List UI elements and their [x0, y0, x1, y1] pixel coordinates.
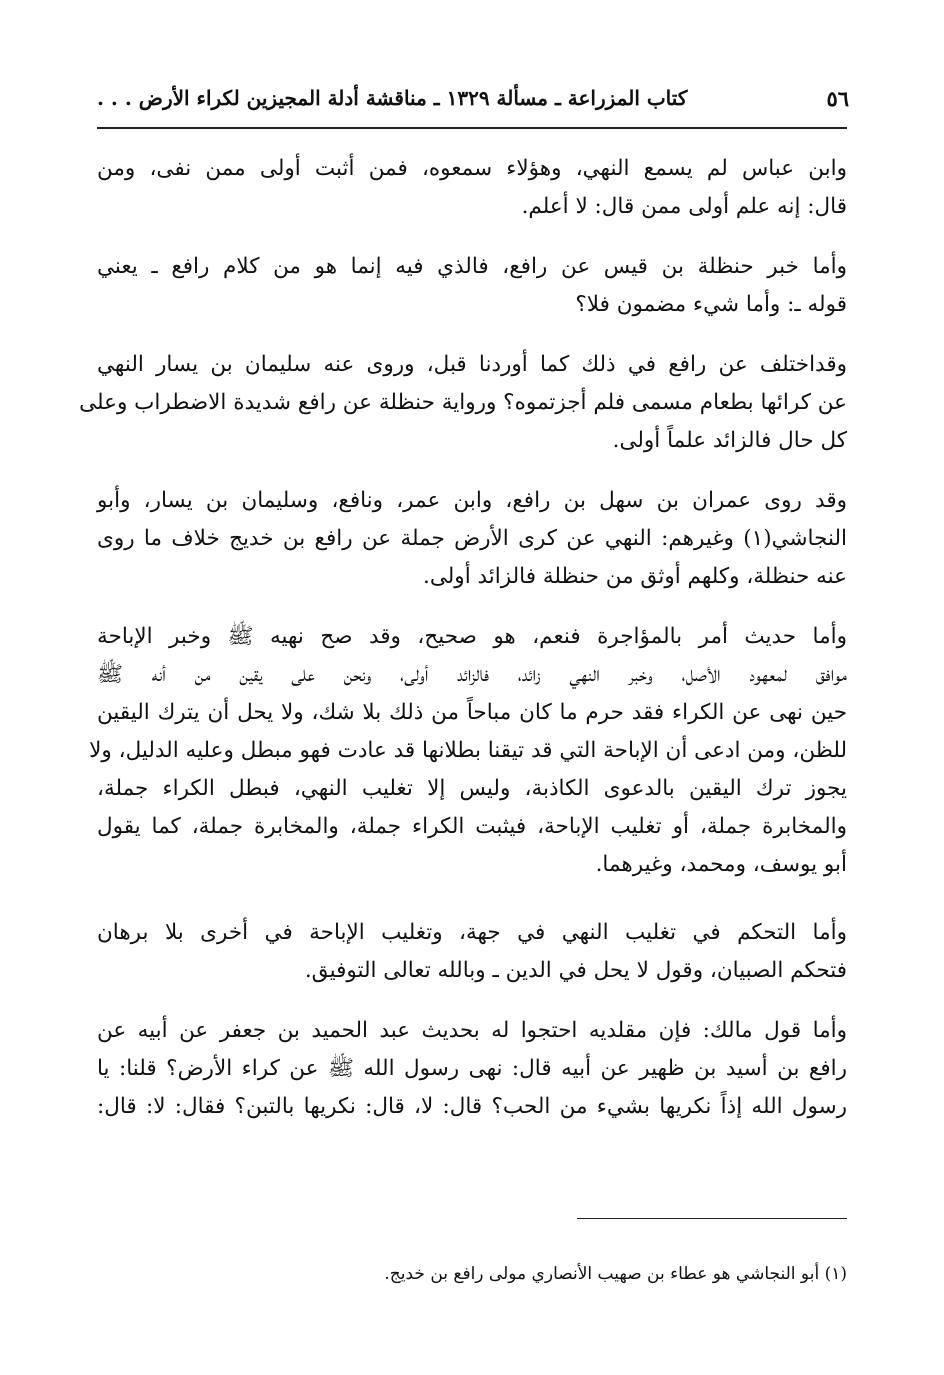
paragraph-7	[97, 1012, 847, 1126]
page-number: ٥٦	[826, 85, 849, 111]
text-line: رافع بن أسيد بن ظهير عن أبيه قال: نهى رسول الله ﷺ عن كراء الأرض؟ قلنا: يا	[97, 1056, 847, 1081]
text-line: وأما حديث أمر بالمؤاجرة فنعم، هو صحيح، وقد صح نهيه ﷺ وخبر الإباحة	[97, 624, 847, 649]
main-text	[79, 150, 847, 1126]
text-line: فتحكم الصبيان، وقول لا يحل في الدين ـ وبالله تعالى التوفيق.	[304, 958, 847, 983]
text-line: وأما التحكم في تغليب النهي في جهة، وتغليب الإباحة في أخرى بلا برهان	[97, 920, 847, 945]
text-line: وقداختلف عن رافع في ذلك كما أوردنا قبل، وروى عنه سليمان بن يسار النهي	[97, 352, 847, 377]
footnote-divider	[577, 1218, 847, 1219]
text-line: النجاشي(١) وغيرهم: النهي عن كرى الأرض جملة عن رافع بن خديج خلاف ما روى	[97, 526, 847, 551]
text-line: قال: إنه علم أولى ممن قال: لا أعلم.	[521, 194, 847, 219]
text-line: كل حال فالزائد علماً أولى.	[612, 428, 847, 453]
paragraph-1	[97, 150, 847, 226]
paragraph-5	[89, 618, 847, 884]
text-line: رسول الله إذاً نكريها بشيء من الحب؟ قال: لا، قال: نكريها بالتبن؟ فقال: لا: قال:	[97, 1094, 847, 1119]
text-line: وأما خبر حنظلة بن قيس عن رافع، فالذي فيه إنما هو من كلام رافع ـ يعني	[97, 254, 847, 279]
footnote: (١) أبو النجاشي هو عطاء بن صهيب الأنصاري مولى رافع بن خديج.	[384, 1264, 847, 1284]
text-line: عن كرائها بطعام مسمى فلم أجزتموه؟ ورواية حنظلة عن رافع شديدة الاضطراب وعلى	[79, 390, 847, 415]
text-line: حين نهى عن الكراء فقد حرم ما كان مباحاً من ذلك بلا شك، ولا يحل أن يترك اليقين	[97, 700, 847, 725]
text-line: والمخابرة جملة، أو تغليب الإباحة، فيثبت الكراء جملة، والمخابرة جملة، كما يقول	[97, 814, 847, 839]
text-line: عنه حنظلة، وكلهم أوثق من حنظلة فالزائد أولى.	[423, 564, 847, 589]
text-line: وأما قول مالك: فإن مقلديه احتجوا له بحديث عبد الحميد بن جعفر عن أبيه عن	[97, 1018, 847, 1043]
paragraph-6	[97, 914, 847, 990]
paragraph-3	[79, 346, 847, 460]
running-header	[97, 78, 849, 118]
paragraph-2	[97, 248, 847, 324]
paragraph-4	[97, 482, 847, 596]
text-line: وابن عباس لم يسمع النهي، وهؤلاء سمعوه، فمن أثبت أولى ممن نفى، ومن	[97, 156, 847, 181]
text-line: وقد روى عمران بن سهل بن رافع، وابن عمر، ونافع، وسليمان بن يسار، وأبو	[97, 488, 847, 513]
text-line: أبو يوسف، ومحمد، وغيرهما.	[595, 852, 847, 877]
text-line: قوله ـ: وأما شيء مضمون فلا؟	[575, 292, 847, 317]
text-line: يجوز ترك اليقين بالدعوى الكاذبة، وليس إلا تغليب النهي، فبطل الكراء جملة،	[97, 776, 847, 801]
header-title: كتاب المزراعة ـ مسألة ١٣٢٩ ـ مناقشة أدلة المجيزين لكراء الأرض . . .	[97, 86, 688, 110]
text-line: للظن، ومن ادعى أن الإباحة التي قد تيقنا بطلانها قد عادت فهو مبطل وعليه الدليل، ولا	[89, 738, 847, 763]
header-divider	[97, 127, 847, 129]
text-line: موافق لمعهود الأصل، وخبر النهي زائد، فالزائد أولى، ونحن على يقين من أنه ﷺ	[97, 662, 847, 687]
